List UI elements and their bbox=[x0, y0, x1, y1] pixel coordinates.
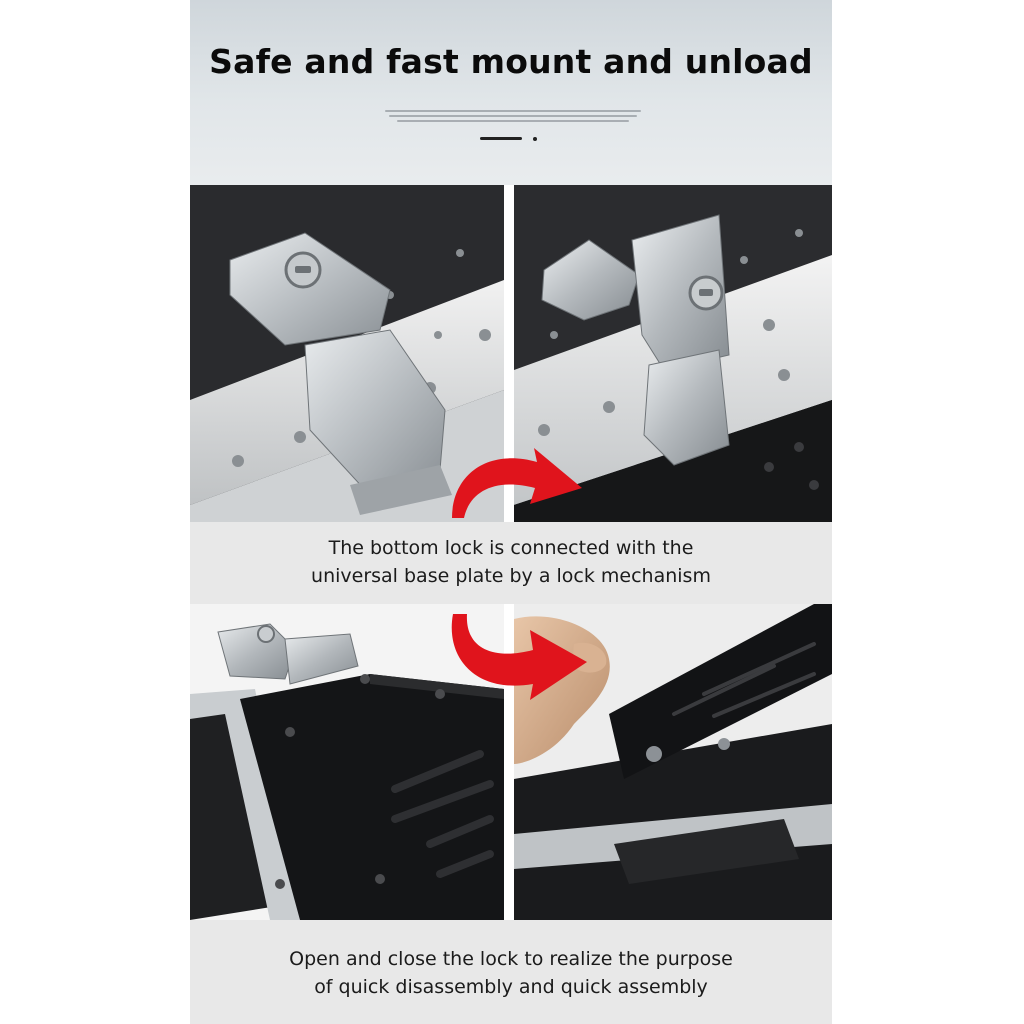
caption-line: The bottom lock is connected with the bbox=[328, 537, 694, 559]
caption-line: universal base plate by a lock mechanism bbox=[311, 565, 711, 587]
caption-line: of quick disassembly and quick assembly bbox=[314, 976, 708, 998]
header-divider-dot bbox=[533, 137, 537, 141]
header-banner bbox=[190, 0, 832, 185]
caption-line: Open and close the lock to realize the purpose bbox=[289, 948, 733, 970]
red-curved-arrow-icon bbox=[445, 612, 595, 707]
caption-quick-assembly bbox=[190, 945, 832, 1001]
caption-lock-connection bbox=[190, 534, 832, 590]
fine-print-decoration bbox=[385, 110, 641, 125]
product-poster bbox=[190, 0, 832, 1024]
page-title: Safe and fast mount and unload bbox=[209, 42, 813, 81]
header-divider bbox=[480, 137, 522, 140]
red-curved-arrow-icon bbox=[442, 440, 592, 520]
